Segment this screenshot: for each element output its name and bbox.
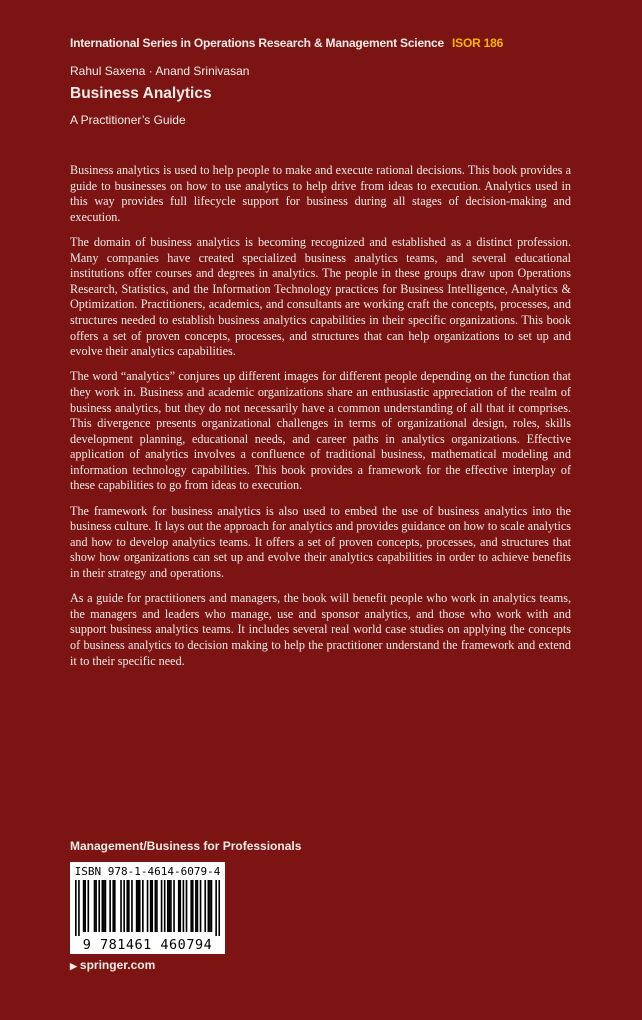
- barcode-bar: [109, 880, 111, 932]
- website-label: springer.com: [79, 958, 156, 972]
- barcode-bar: [161, 880, 163, 932]
- barcode-bar: [87, 880, 89, 932]
- barcode-bar: [211, 880, 213, 932]
- barcode-bar: [75, 880, 77, 936]
- website-link[interactable]: [70, 958, 155, 972]
- barcode-bar: [218, 880, 220, 936]
- category-label: Management/Business for Professionals: [70, 839, 302, 853]
- barcode-bar: [84, 880, 86, 932]
- barcode-bar: [103, 880, 105, 932]
- barcode-bar: [183, 880, 185, 932]
- barcode-bar: [95, 880, 97, 932]
- barcode-bar: [126, 880, 128, 932]
- barcode-bar: [123, 880, 125, 932]
- barcode-bar: [105, 880, 107, 932]
- barcode-bar: [131, 880, 133, 932]
- barcode-bar: [83, 880, 85, 932]
- barcode-bars: [75, 880, 220, 936]
- barcode-bar: [151, 880, 153, 932]
- barcode-bar: [173, 880, 175, 932]
- barcode-bar: [147, 880, 149, 932]
- barcode-bar: [204, 880, 206, 932]
- barcode: [70, 862, 225, 954]
- barcode-bar: [139, 880, 141, 932]
- barcode-bar: [186, 880, 188, 932]
- barcode-bar: [120, 880, 122, 932]
- barcode-bar: [195, 880, 197, 932]
- blurb-paragraph: As a guide for practitioners and managers, the book will benefit people who work in analytics teams, the managers and leaders who manage, use and sponsor analytics, and those who work with and support business analytics teams. It includes several real world case studies on applying the concepts of business analytics to decision making to help the practitioner understand the framework and extend it to their specific need.: [70, 591, 571, 668]
- barcode-bar: [142, 880, 144, 932]
- barcode-bar: [114, 880, 116, 932]
- barcode-bar: [128, 880, 130, 932]
- barcode-bar: [190, 880, 192, 932]
- barcode-bar: [164, 880, 166, 932]
- barcode-bar: [112, 880, 114, 932]
- barcode-bar: [200, 880, 202, 932]
- barcode-bar: [169, 880, 171, 932]
- blurb-paragraph: The domain of business analytics is becoming recognized and established as a distinct profession. Many companies have created specialized business analytics teams, and several educational institutions offer courses and degrees in analytics. The people in these groups draw upon Operations Research, Statistics, and the Information Technology practices for Business Intelligence, Analytics & Optimization. Practitioners, academics, and consultants are working craft the concepts, processes, and structures needed to establish business analytics capabilities in their specific organizations. This book offers a set of proven concepts, processes, and structures that can help organizations to set up and evolve their analytics capabilities.: [70, 234, 571, 359]
- barcode-bar: [102, 880, 104, 932]
- isbn-label: ISBN 978-1-4614-6079-4: [74, 865, 221, 878]
- series-name: International Series in Operations Research & Management Science: [70, 36, 444, 50]
- authors: Rahul Saxena · Anand Srinivasan: [70, 64, 250, 78]
- barcode-bar: [179, 880, 181, 932]
- book-title: Business Analytics: [70, 85, 212, 102]
- barcode-bar: [178, 880, 180, 932]
- triangle-arrow-icon: ▶: [70, 961, 77, 971]
- barcode-bar: [215, 880, 217, 936]
- barcode-bar: [155, 880, 157, 932]
- barcode-bar: [94, 880, 96, 932]
- barcode-bar: [156, 880, 158, 932]
- barcode-digits: 9 781461 460794: [82, 937, 213, 953]
- blurb-paragraph: The word “analytics” conjures up different images for different people depending on the function that they work in. Business and academic organizations share an enthusiastic appreciation of the realm of business analytics, but they do not necessarily have a common understanding of all that it comprises. This divergence presents organizational challenges in terms of organizational design, roles, skills development planning, educational needs, and career paths in analytics organizations. Effective application of analytics involves a confluence of traditional business, mathematical modeling and information technology capabilities. This book provides a framework for the effective interplay of these capabilities to go from ideas to execution.: [70, 369, 571, 493]
- barcode-bar: [197, 880, 199, 932]
- barcode-bar: [150, 880, 152, 932]
- barcode-bar: [192, 880, 194, 932]
- barcode-bar: [170, 880, 172, 932]
- series-number: ISOR 186: [452, 36, 504, 50]
- barcode-bar: [136, 880, 138, 932]
- book-subtitle: A Practitioner’s Guide: [70, 113, 186, 127]
- blurb: [70, 163, 571, 679]
- barcode-bar: [167, 880, 169, 932]
- blurb-paragraph: The framework for business analytics is also used to embed the use of business analytics into the business culture. It lays out the approach for analytics and provides guidance on how to scale analytics and how to develop analytics teams. It offers a set of proven concepts, processes, and structures that show how organizations can set up and evolve their analytics capabilities in order to achieve benefits in their strategy and operations.: [70, 503, 571, 581]
- blurb-paragraph: Business analytics is used to help people to make and execute rational decisions. This book provides a guide to businesses on how to use analytics to help drive from ideas to execution. Analytics used in this way provides full lifecycle support for business during all stages of decision-making and execution.: [70, 163, 571, 224]
- barcode-bar: [98, 880, 100, 932]
- series-line: [70, 36, 503, 50]
- barcode-bar: [208, 880, 210, 932]
- barcode-bar: [209, 880, 211, 932]
- barcode-bar: [137, 880, 139, 932]
- barcode-bar: [78, 880, 80, 936]
